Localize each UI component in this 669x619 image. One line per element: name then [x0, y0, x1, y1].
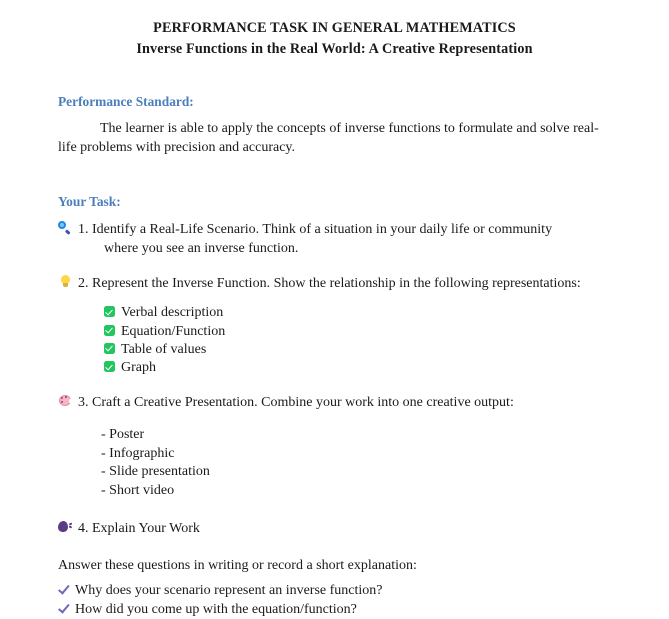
question-label: How did you come up with the equation/function?: [75, 601, 357, 617]
list-item: [0, 341, 669, 359]
document-title-line-1: PERFORMANCE TASK IN GENERAL MATHEMATICS: [153, 20, 516, 36]
green-check-box-icon: [104, 325, 115, 336]
creative-output-label: - Poster: [101, 427, 145, 443]
task-item-2-text: 2. Represent the Inverse Function. Show the relationship in the following representations:: [78, 275, 581, 291]
document-title-line-2: Inverse Functions in the Real World: A Creative Representation: [136, 41, 533, 58]
magnifying-glass-icon: [58, 221, 74, 235]
task-item-1-text-continued: where you see an inverse function.: [104, 240, 299, 256]
green-check-box-icon: [104, 306, 115, 317]
representation-label: Graph: [121, 360, 156, 376]
task-item-3-text: 3. Craft a Creative Presentation. Combine your work into one creative output:: [78, 395, 514, 411]
question-label: Why does your scenario represent an inverse function?: [75, 582, 383, 598]
representation-label: Verbal description: [121, 305, 224, 321]
explain-your-work-questions: [0, 576, 669, 619]
creative-outputs-list: [0, 413, 669, 500]
task-item-4: [0, 501, 669, 539]
speaking-head-icon: [58, 520, 74, 534]
representation-label: Equation/Function: [121, 323, 226, 339]
performance-standard-text: The learner is able to apply the concepts of inverse functions to formulate and solve real-life problems with precision and accuracy.: [58, 121, 599, 155]
list-item: [0, 581, 669, 600]
creative-output-label: - Slide presentation: [101, 464, 210, 480]
representations-list: [0, 293, 669, 377]
performance-standard-heading: Performance Standard:: [58, 94, 194, 110]
list-item: [0, 304, 669, 322]
task-item-4-text: 4. Explain Your Work: [78, 520, 200, 536]
list-item: [0, 426, 669, 445]
check-mark-icon: [58, 583, 71, 595]
task-item-3: [0, 377, 669, 413]
green-check-box-icon: [104, 343, 115, 354]
list-item: [0, 463, 669, 482]
green-check-box-icon: [104, 361, 115, 372]
representation-label: Table of values: [121, 341, 207, 357]
list-item: [0, 600, 669, 619]
task-item-1: [0, 210, 669, 258]
check-mark-icon: [58, 602, 71, 614]
your-task-heading: Your Task:: [58, 194, 121, 210]
task-item-1-text: 1. Identify a Real-Life Scenario. Think of a situation in your daily life or community: [78, 222, 553, 238]
artist-palette-icon: [58, 394, 74, 408]
list-item: [0, 323, 669, 341]
task-item-2: [0, 259, 669, 294]
light-bulb-icon: [58, 275, 74, 289]
list-item: [0, 482, 669, 501]
list-item: [0, 445, 669, 464]
list-item: [0, 359, 669, 377]
explain-your-work-lead-text: Answer these questions in writing or record a short explanation:: [58, 558, 417, 574]
creative-output-label: - Short video: [101, 482, 175, 498]
creative-output-label: - Infographic: [101, 445, 175, 461]
